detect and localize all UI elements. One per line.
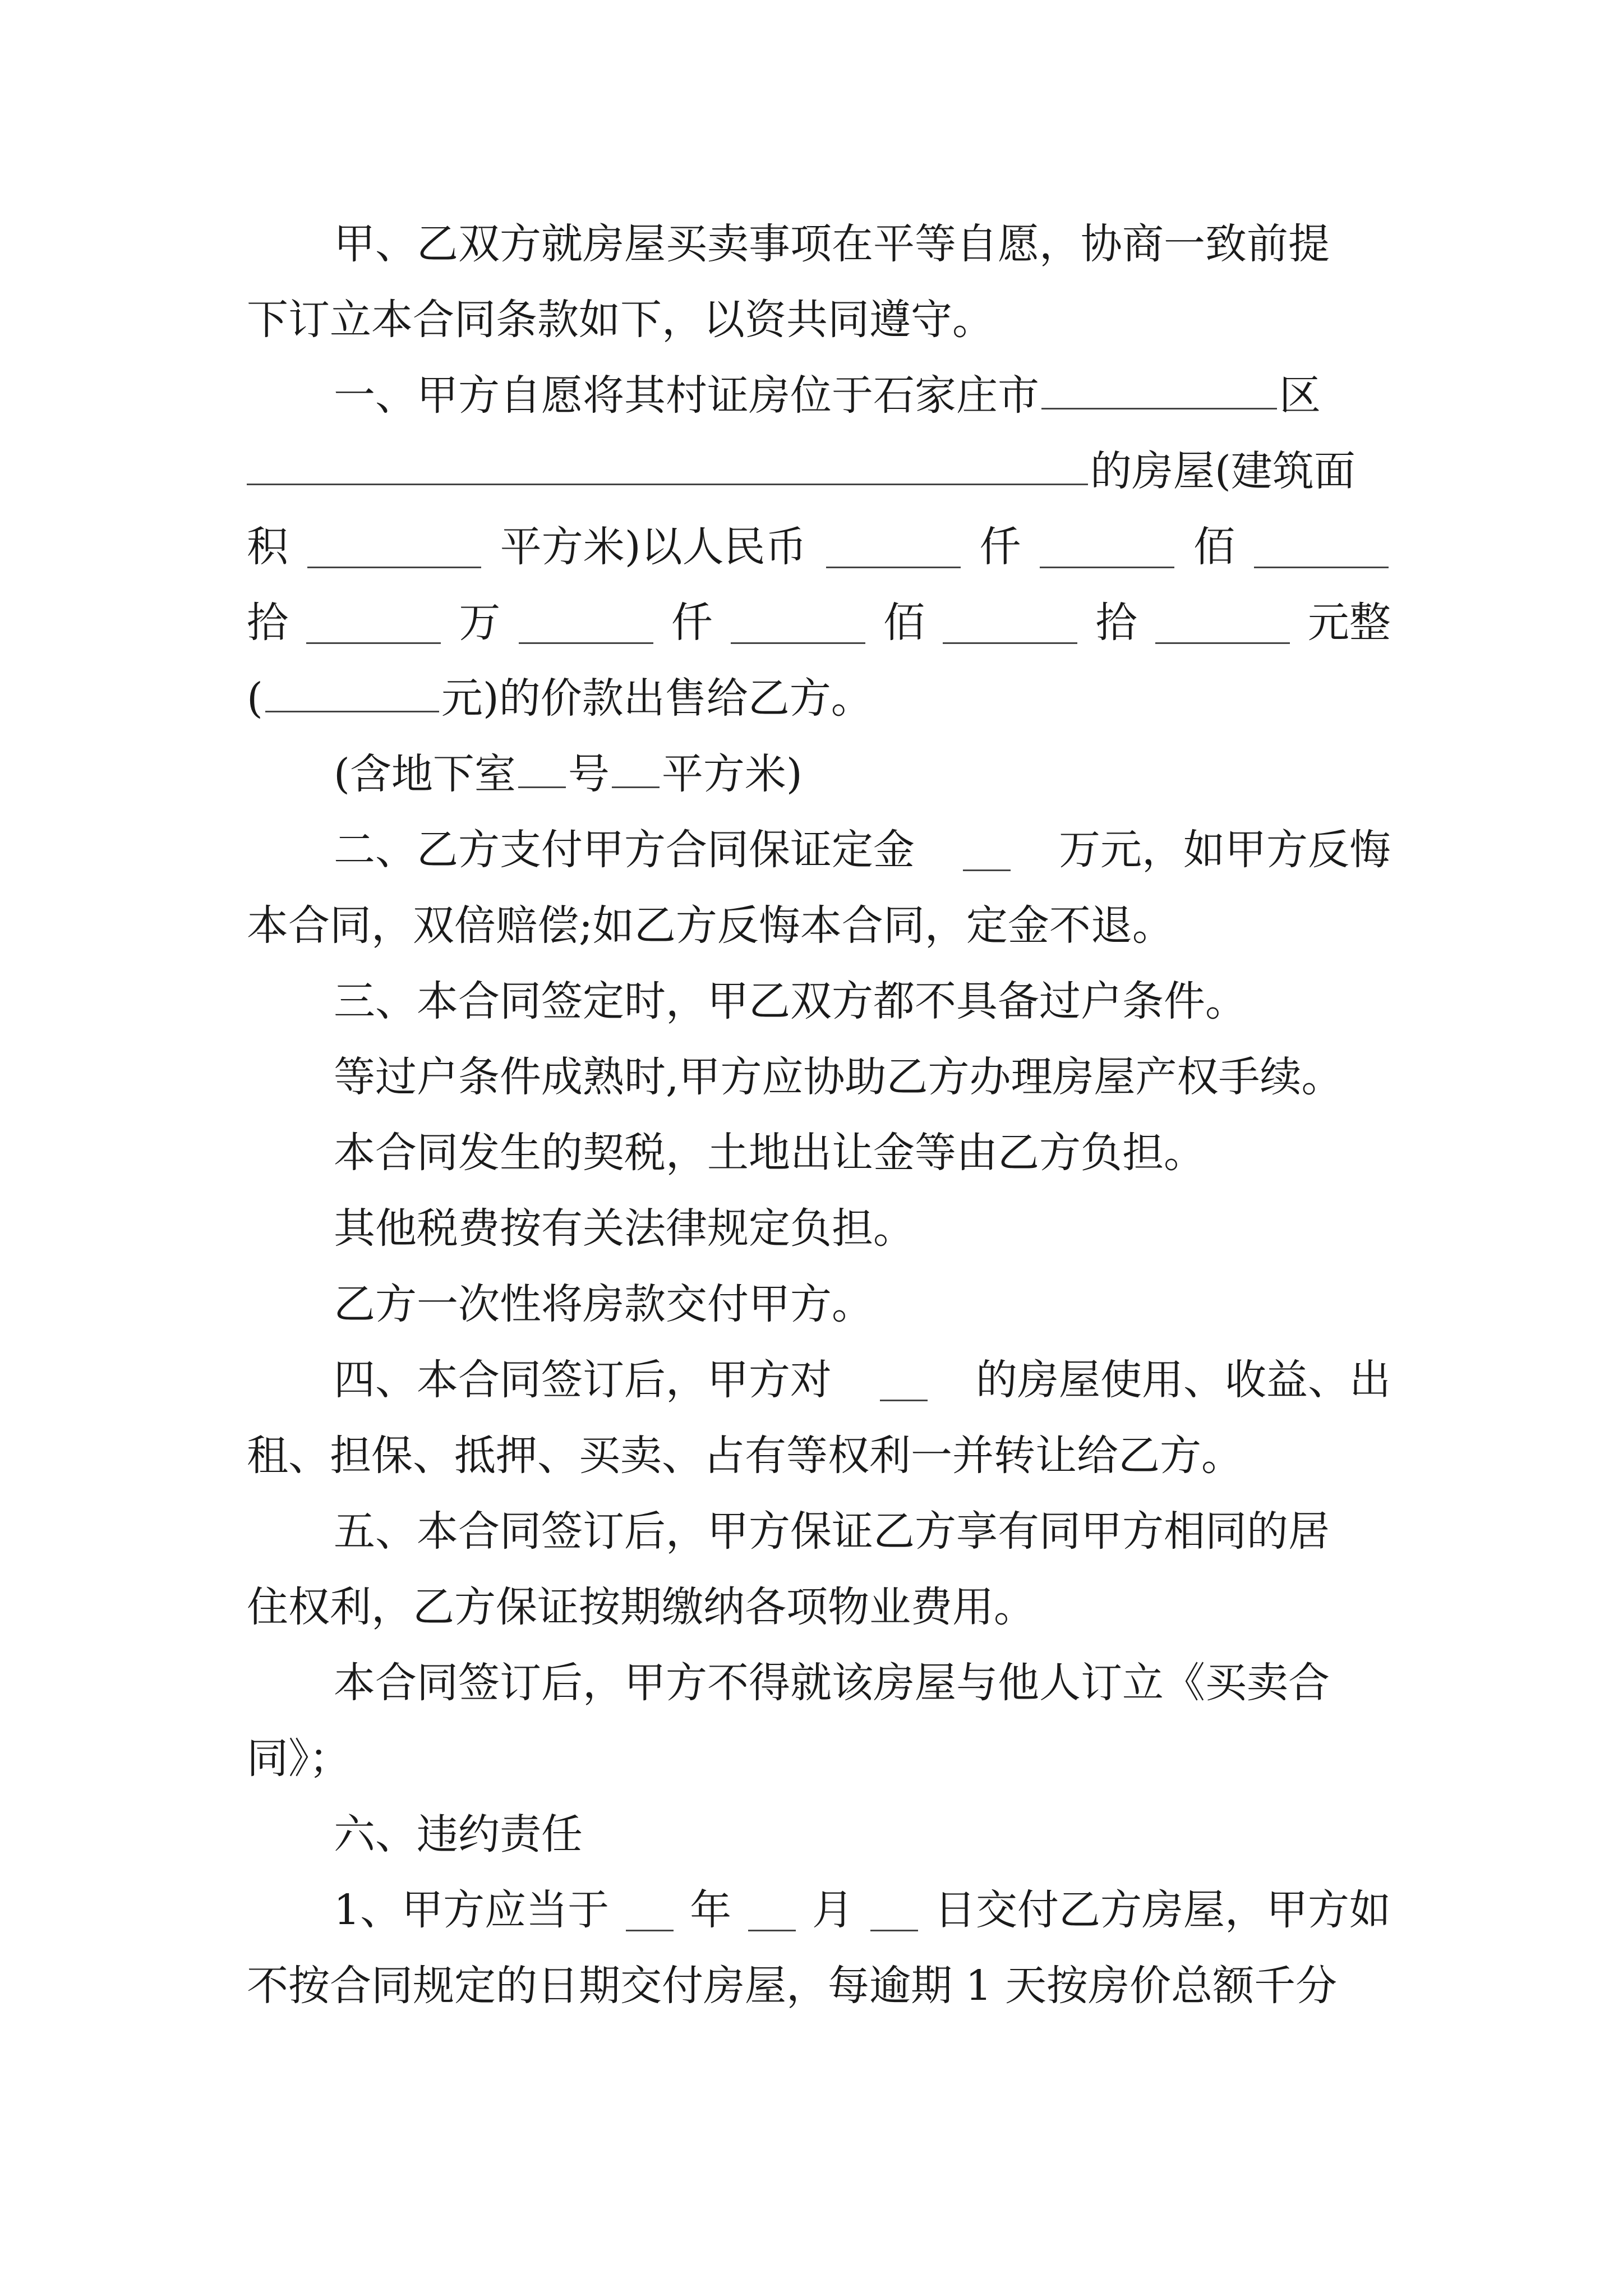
text-line: 平方米) [661, 750, 803, 798]
text-line: 号 [568, 750, 610, 798]
clause-6-item-1-line-2 [247, 1947, 1391, 2025]
basement-note [334, 735, 1391, 813]
clause-3-line-1 [334, 962, 1391, 1041]
text-line: 租、担保、抵押、买卖、占有等权利一并转让给乙方。 [247, 1432, 1243, 1480]
text-line: 不按合同规定的日期交付房屋，每逾期 1 天按房价总额千分 [247, 1962, 1338, 2010]
text-line: 下订立本合同条款如下，以资共同遵守。 [247, 296, 994, 344]
clause-5-line-1 [334, 1492, 1391, 1571]
clause-5-line-2 [247, 1568, 1391, 1646]
blank-day[interactable] [870, 1889, 918, 1931]
blank-amount-qian-2[interactable] [519, 602, 653, 644]
text-line: 万元，如甲方反悔 [1059, 826, 1391, 874]
blank-property[interactable] [880, 1359, 928, 1401]
blank-basement-area[interactable] [612, 746, 660, 788]
text-line: 仟 [979, 523, 1021, 571]
text-line: 区 [1279, 371, 1321, 420]
blank-district[interactable] [1041, 367, 1277, 409]
paragraph-intro-line-2 [247, 280, 1391, 359]
clause-3-line-5 [334, 1265, 1391, 1343]
blank-month[interactable] [748, 1889, 796, 1931]
clause-4-line-2 [247, 1416, 1391, 1495]
clause-5-line-3 [334, 1644, 1391, 1722]
text-line: 万 [459, 599, 501, 647]
text-line: 三、本合同签定时，甲乙双方都不具备过户条件。 [334, 977, 1247, 1025]
clause-2-line-2 [247, 886, 1391, 965]
clause-1-line-3 [247, 508, 1391, 586]
text-line: 五、本合同签订后，甲方保证乙方享有同甲方相同的居 [334, 1507, 1330, 1556]
clause-1-line-1 [334, 356, 1391, 435]
blank-amount-yuan[interactable] [1155, 602, 1290, 644]
text-line: 仟 [671, 599, 713, 647]
text-line: 二、乙方支付甲方合同保证定金 [334, 826, 915, 874]
text-line: 同》； [247, 1734, 351, 1783]
clause-1-line-5 [247, 659, 1391, 738]
text-line: 佰 [883, 599, 925, 647]
text-line: 佰 [1193, 523, 1235, 571]
text-line: 的房屋使用、收益、出 [976, 1356, 1391, 1404]
clause-3-line-4 [334, 1189, 1391, 1268]
text-line: (含地下室 [334, 750, 516, 798]
text-line: 本合同发生的契税，土地出让金等由乙方负担。 [334, 1129, 1205, 1177]
clause-4-line-1 [334, 1341, 1391, 1419]
blank-amount-shi-2[interactable] [943, 602, 1077, 644]
text-line: 的房屋(建筑面 [1090, 447, 1355, 495]
blank-amount-qian-1[interactable] [826, 526, 961, 568]
text-line: 六、违约责任 [334, 1810, 583, 1858]
paragraph-intro-line-1 [334, 205, 1391, 283]
text-line: 平方米)以人民币 [500, 523, 807, 571]
clause-1-line-4 [247, 583, 1391, 662]
clause-6-heading [334, 1795, 1391, 1874]
blank-address[interactable] [247, 443, 1088, 485]
blank-amount-bai-2[interactable] [731, 602, 865, 644]
blank-basement-number[interactable] [518, 746, 566, 788]
text-line: 拾 [1095, 599, 1137, 647]
text-line: 年 [690, 1886, 732, 1934]
blank-year[interactable] [626, 1889, 674, 1931]
blank-deposit[interactable] [963, 829, 1011, 871]
text-line: 本合同，双倍赔偿;如乙方反悔本合同，定金不退。 [247, 901, 1174, 950]
clause-3-line-2 [334, 1038, 1391, 1116]
text-line: 本合同签订后，甲方不得就该房屋与他人订立《买卖合 [334, 1659, 1330, 1707]
clause-3-line-3 [334, 1114, 1391, 1192]
text-line: 其他税费按有关法律规定负担。 [334, 1204, 915, 1253]
text-line: 1、甲方应当于 [334, 1886, 610, 1934]
text-line: 积 [247, 523, 288, 571]
text-line: 住权利，乙方保证按期缴纳各项物业费用。 [247, 1583, 1035, 1631]
text-line: 月 [812, 1886, 854, 1934]
text-line: 甲、乙双方就房屋买卖事项在平等自愿，协商一致前提 [334, 220, 1330, 268]
text-line: 一、甲方自愿将其村证房位于石家庄市 [334, 371, 1039, 420]
blank-amount-wan[interactable] [306, 602, 441, 644]
text-line: 乙方一次性将房款交付甲方。 [334, 1280, 873, 1328]
text-line: 四、本合同签订后，甲方对 [334, 1356, 832, 1404]
clause-5-line-4 [247, 1719, 1391, 1798]
blank-amount-bai-1[interactable] [1040, 526, 1174, 568]
text-line: 拾 [247, 599, 288, 647]
blank-area[interactable] [307, 526, 481, 568]
clause-1-line-2 [247, 432, 1391, 510]
clause-2-line-1 [334, 811, 1391, 889]
text-line: 元)的价款出售给乙方。 [441, 674, 873, 723]
clause-6-item-1-line-1 [334, 1871, 1391, 1949]
text-line: 日交付乙方房屋，甲方如 [934, 1886, 1391, 1934]
text-line: ( [247, 674, 263, 723]
text-line: 等过户条件成熟时,甲方应协助乙方办理房屋产权手续。 [334, 1053, 1343, 1101]
blank-amount-shi-1[interactable] [1254, 526, 1389, 568]
text-line: 元整 [1307, 599, 1391, 647]
blank-amount-numeric[interactable] [265, 670, 439, 712]
